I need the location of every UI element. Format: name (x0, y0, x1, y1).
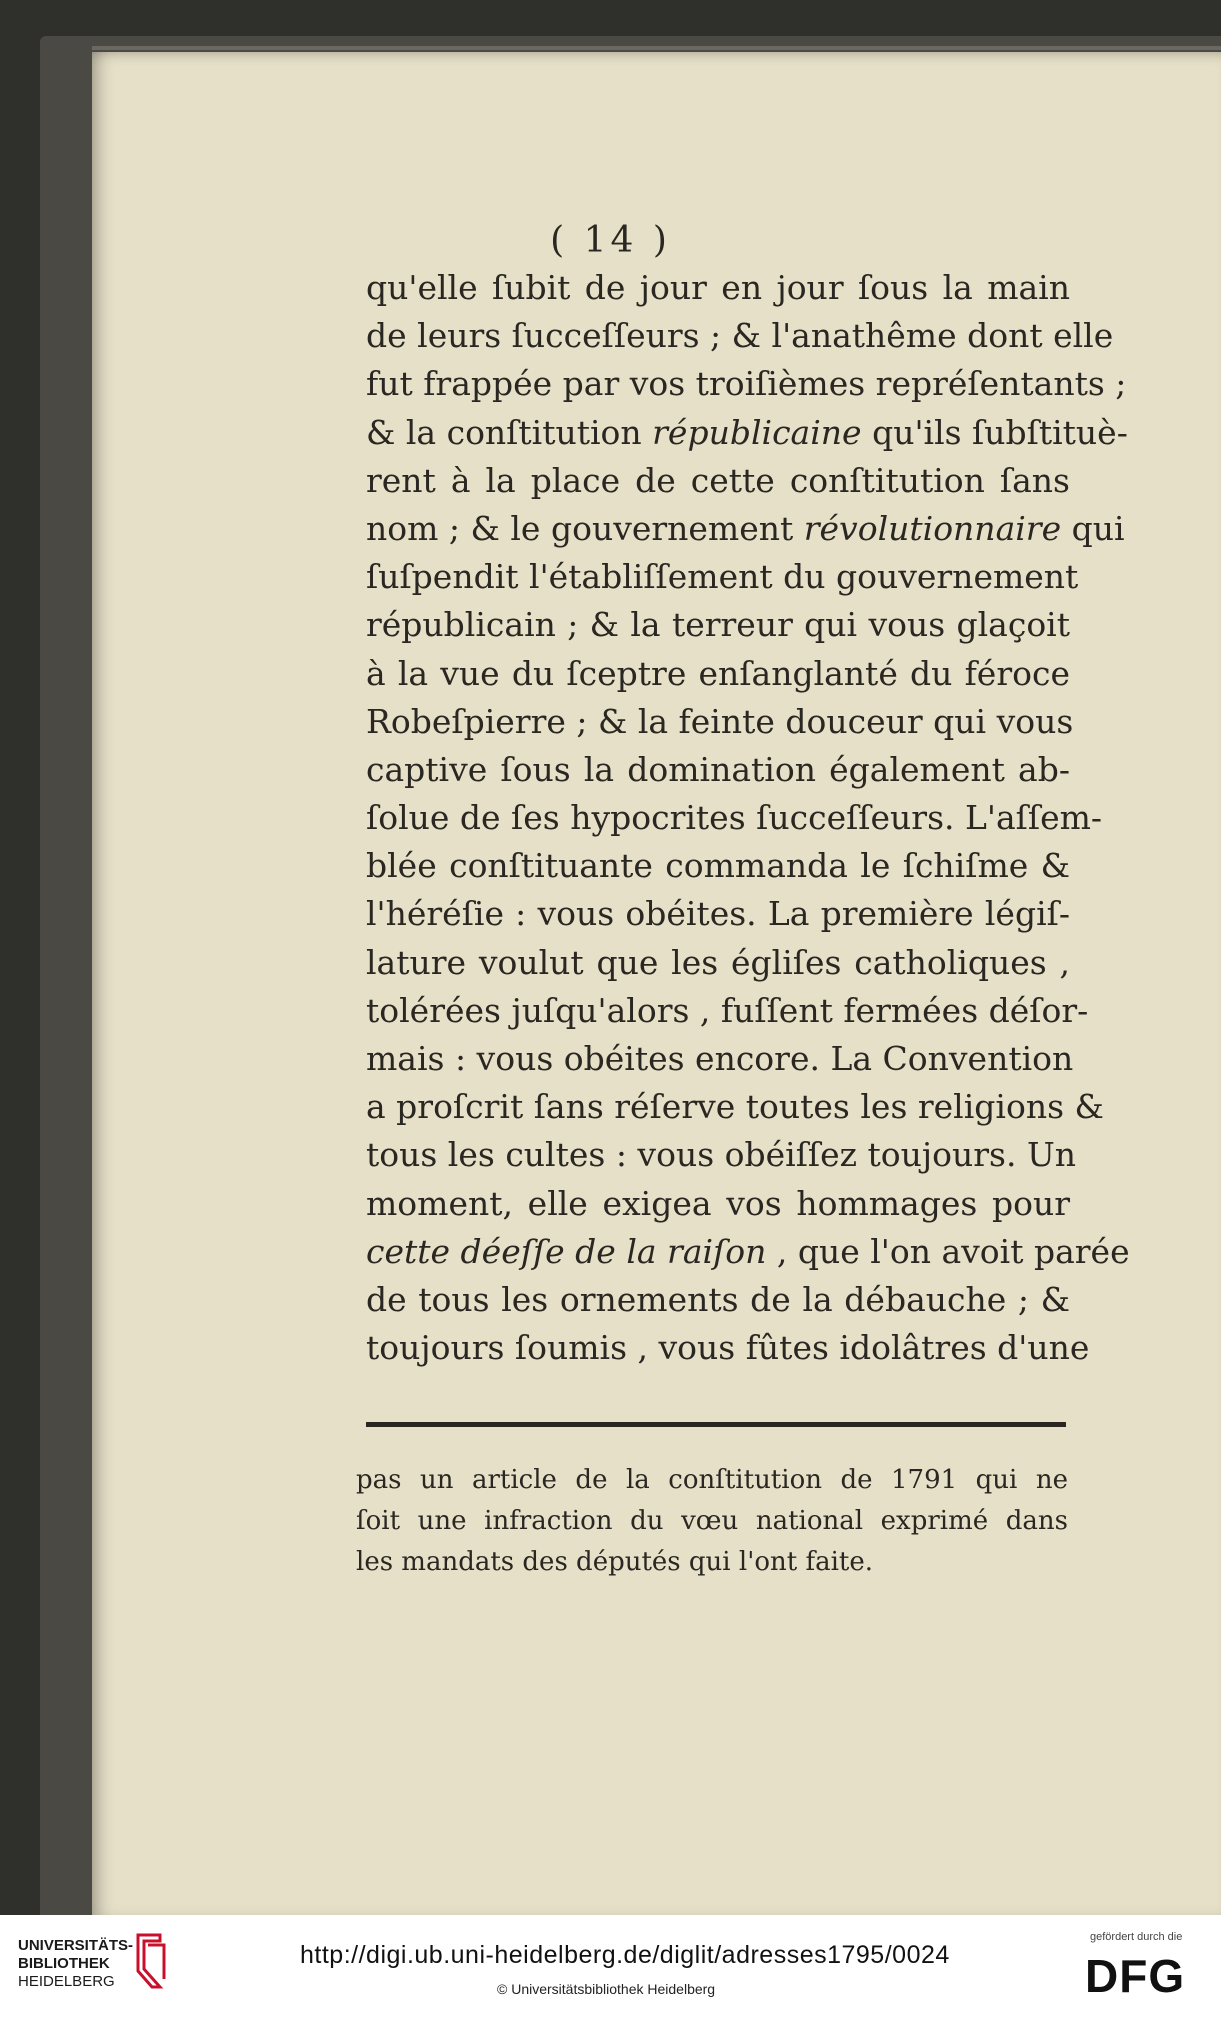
funding-caption: gefördert durch die (1090, 1931, 1183, 1943)
text-line (366, 1276, 1070, 1324)
text-line (366, 842, 1070, 890)
library-logo-text (18, 1937, 133, 1991)
text-segment: mais : vous obéites encore. La Convention (366, 1039, 1074, 1078)
text-segment: de leurs ſucceſſeurs ; & l'anathême dont elle (366, 316, 1114, 356)
library-name-line1: UNIVERSITÄTS- (18, 1937, 134, 1954)
text-segment: ſolue de ſes hypocrites ſucceſſeurs. L'aſſem- (366, 798, 1103, 838)
footnote-line: les mandats des députés qui l'ont faite. (356, 1547, 873, 1577)
text-line (366, 457, 1070, 505)
body-text (366, 264, 1130, 1372)
text-segment: nom ; & le gouvernement (366, 508, 804, 548)
footnote (356, 1460, 1068, 1583)
copyright-notice: © Universitätsbibliothek Heidelberg (497, 1981, 716, 1997)
text-line (366, 1228, 1130, 1276)
library-name-line2: BIBLIOTHEK (18, 1955, 110, 1972)
text-segment: moment, elle exigea vos hommages pour (366, 1183, 1070, 1223)
text-segment: rent à la place de cette conſtitution ſans (366, 460, 1070, 500)
text-line (366, 794, 1103, 842)
page-top-edge (92, 46, 1221, 50)
text-segment: l'héréſie : vous obéites. La première légiſ- (366, 894, 1070, 934)
text-line (366, 698, 1074, 746)
text-line (366, 1131, 1077, 1179)
text-line (366, 312, 1114, 360)
footnote-line: ſoit une infraction du vœu national exprimé dans (356, 1506, 1068, 1536)
text-segment: qu'elle ſubit de jour en jour ſous la main (366, 268, 1070, 307)
footnote-line: pas un article de la conſtitution de 1791 qui ne (356, 1465, 1068, 1495)
text-line (366, 890, 1070, 938)
text-segment: blée conſtituante commanda le ſchiſme & (366, 846, 1070, 886)
viewer-footer (0, 1915, 1221, 2021)
text-line (366, 1035, 1074, 1083)
text-segment: ſuſpendit l'établiſſement du gouvernement (366, 557, 1079, 597)
text-line (366, 939, 1070, 987)
text-line (366, 1083, 1104, 1131)
text-line (366, 360, 1127, 408)
text-line (366, 987, 1089, 1035)
text-segment: toujours ſoumis , vous fûtes idolâtres d'une (366, 1328, 1090, 1368)
italic-text: cette déeſſe de la raiſon (366, 1231, 767, 1271)
text-line (366, 1324, 1090, 1372)
text-segment: tous les cultes : vous obéiſſez toujours. Un (366, 1135, 1077, 1175)
text-segment: & la conſtitution (366, 412, 653, 452)
document-url[interactable]: http://digi.ub.uni-heidelberg.de/diglit/adresses1795/0024 (300, 1941, 950, 1969)
page-number: ( 14 ) (550, 220, 671, 261)
library-logo-icon (130, 1929, 170, 1993)
text-line (366, 601, 1070, 649)
library-name-line3: HEIDELBERG (18, 1973, 115, 1990)
italic-text: républicaine (652, 412, 862, 452)
text-line (366, 650, 1070, 698)
text-segment: , que l'on avoit parée (766, 1231, 1130, 1271)
text-segment: tolérées juſqu'alors , fuſſent fermées déſor- (366, 990, 1089, 1030)
dfg-logo: DFG (1085, 1950, 1186, 2002)
text-segment: a proſcrit ſans réſerve toutes les religions & (366, 1087, 1104, 1127)
text-segment: de tous les ornements de la débauche ; & (366, 1279, 1070, 1319)
text-line (366, 553, 1079, 601)
footnote-rule (366, 1422, 1066, 1427)
text-line (366, 505, 1125, 553)
text-segment: républicain ; & la terreur qui vous glaçoit (366, 605, 1070, 645)
text-segment: qui (1061, 508, 1125, 548)
text-segment: fut frappée par vos troiſièmes repréſentants ; (366, 364, 1127, 404)
text-line (366, 264, 1070, 312)
text-segment: qu'ils ſubſtituè- (861, 412, 1128, 452)
text-segment: Robeſpierre ; & la feinte douceur qui vous (366, 701, 1074, 741)
italic-text: révolutionnaire (803, 508, 1062, 548)
text-segment: à la vue du ſceptre enſanglanté du féroce (366, 653, 1070, 693)
text-line (366, 746, 1070, 794)
text-line (366, 1180, 1070, 1228)
text-segment: captive ſous la domination également ab- (366, 749, 1070, 789)
text-segment: lature voulut que les égliſes catholiques , (366, 942, 1070, 982)
text-line (366, 409, 1128, 457)
